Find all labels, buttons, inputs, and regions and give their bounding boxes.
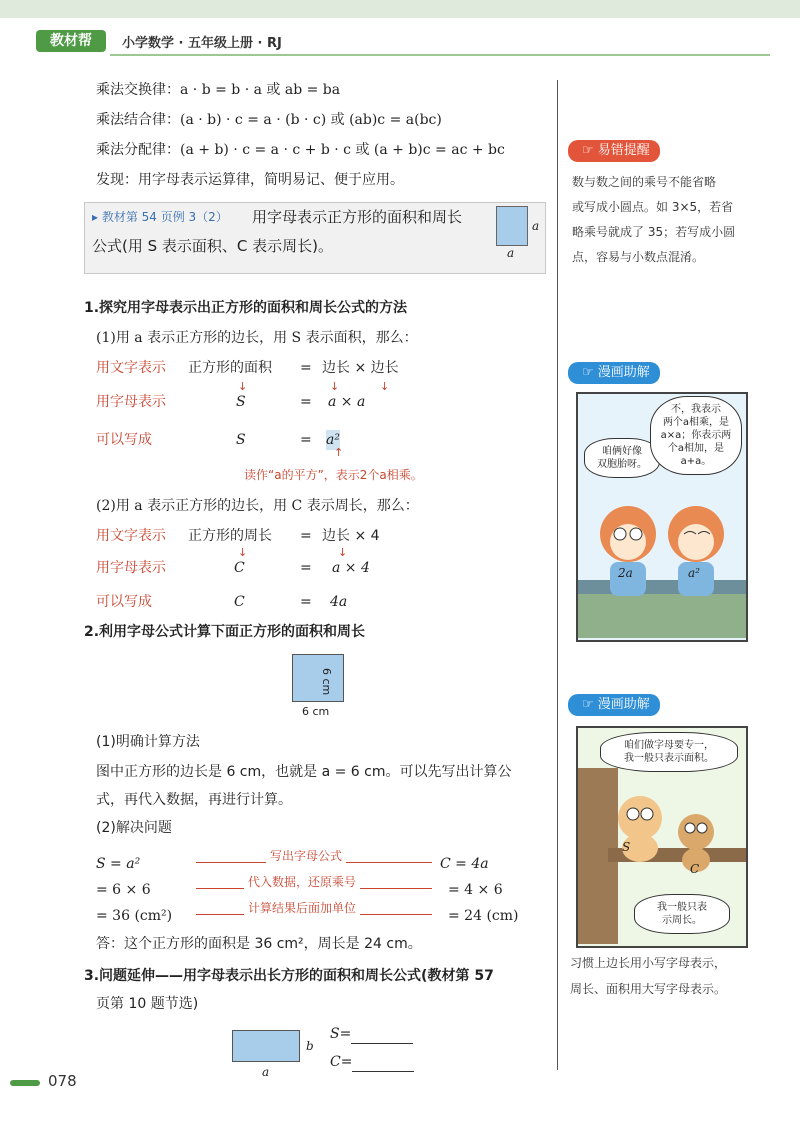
- example-line1: 用字母表示正方形的面积和周长: [252, 208, 463, 226]
- area-answer-line: [351, 1029, 413, 1044]
- comic1-shirt-left: 2a: [618, 566, 633, 580]
- rows2-words-rhs: 边长 × 4: [322, 528, 380, 544]
- tip-line: 数与数之间的乘号不能省略: [572, 175, 717, 189]
- arrow-down-icon: ↓: [238, 380, 248, 393]
- rows2-write-label: 可以写成: [96, 594, 152, 610]
- perimeter-answer-line: [352, 1057, 414, 1072]
- page-number: 078: [48, 1072, 77, 1090]
- example-square: [496, 206, 528, 246]
- column-divider: [557, 80, 558, 1070]
- bubble-line: 咱俩好像: [602, 446, 642, 457]
- tip-line: 略乘号就成了 35；若写成小圆: [572, 225, 736, 239]
- rows2-words-label: 用文字表示: [96, 528, 166, 544]
- calc-left-2: = 6 × 6: [96, 882, 151, 898]
- arrow-up-icon: ↑: [334, 446, 344, 459]
- comic1-panel: [576, 392, 748, 642]
- law-distributive: 乘法分配律：(a + b) · c = a · c + b · c 或 (a + b)c = ac + bc: [96, 142, 505, 158]
- comic2-label-text: 漫画助解: [597, 697, 650, 712]
- section3-title: 3.问题延伸——用字母表示出长方形的面积和周长公式(教材第 57: [84, 968, 494, 984]
- rows1-words-label: 用文字表示: [96, 360, 166, 376]
- rows2-letters-label: 用字母表示: [96, 560, 166, 576]
- rows2-write-lhs: C: [234, 594, 245, 610]
- comic1-bubble-left: [584, 438, 660, 478]
- calc-step-2: 代入数据，还原乘号: [244, 872, 360, 892]
- comic1-label-text: 漫画助解: [597, 365, 650, 380]
- section1-sub2: (2)用 a 表示正方形的边长，用 C 表示周长，那么：: [96, 498, 419, 514]
- section2-para1: 图中正方形的边长是 6 cm，也就是 a = 6 cm。可以先写出计算公: [96, 764, 512, 780]
- law-associative: 乘法结合律：(a · b) · c = a · (b · c) 或 (ab)c = a(bc): [96, 112, 442, 128]
- comic2-panel: [576, 726, 748, 948]
- rows1-words-rhs: 边长 × 边长: [322, 360, 399, 376]
- tip-line: 点，容易与小数点混淆。: [572, 250, 705, 264]
- note-line: 习惯上边长用小写字母表示，: [570, 956, 727, 970]
- tip-label-text: 易错提醒: [597, 143, 650, 158]
- note-line: 周长、面积用大写字母表示。: [570, 982, 727, 996]
- bubble-line: 双胞胎呀。: [597, 459, 647, 470]
- calc-left-1: S = a²: [96, 856, 141, 872]
- rect-label-a: a: [262, 1065, 270, 1079]
- rows2-letters-lhs: C: [234, 560, 245, 576]
- perimeter-label: C=: [330, 1054, 353, 1070]
- calc-left-3: = 36 (cm²): [96, 908, 173, 924]
- bubble-line: a×a；你表示两: [660, 430, 732, 441]
- comic2-label: [568, 694, 660, 716]
- rows2-letters-eq: =: [300, 560, 312, 576]
- rows1-write-eq: =: [300, 432, 312, 448]
- bubble-line: 我一般只表示面积。: [624, 753, 714, 764]
- section2-sub1: (1)明确计算方法: [96, 734, 200, 750]
- hand-pointer-icon: ☞: [582, 143, 598, 158]
- rows1-words-expr: 正方形的面积: [188, 360, 272, 376]
- section1-title: 1.探究用字母表示出正方形的面积和周长公式的方法: [84, 300, 408, 316]
- rows2-words-expr: 正方形的周长: [188, 528, 272, 544]
- rectangle-figure: [232, 1030, 300, 1062]
- rows1-write-lhs: S: [236, 432, 246, 448]
- bubble-line: 不，我表示: [671, 404, 721, 415]
- section2-sub2: (2)解决问题: [96, 820, 172, 836]
- area-formula-blank: [330, 1024, 413, 1044]
- rows2-letters-rhs: a × 4: [332, 560, 370, 576]
- brand-logo: 教材帮: [36, 30, 106, 52]
- law-commutative: 乘法交换律：a · b = b · a 或 ab = ba: [96, 82, 341, 98]
- comic2-bubble-top: [600, 732, 738, 772]
- rows1-letters-eq: =: [300, 394, 312, 410]
- section1-sub1: (1)用 a 表示正方形的边长，用 S 表示面积，那么：: [96, 330, 418, 346]
- arrow-down-icon: ↓: [330, 380, 340, 393]
- tip-label: [568, 140, 660, 162]
- area-label: S=: [330, 1026, 352, 1042]
- square-reading-note: 读作“a的平方”，表示2个a相乘。: [244, 468, 423, 482]
- comic2-bubble-bottom: [634, 894, 730, 934]
- example-line2: 公式(用 S 表示面积、C 表示周长)。: [92, 237, 334, 255]
- header-rule: [110, 54, 770, 56]
- section2-answer: 答：这个正方形的面积是 36 cm²，周长是 24 cm。: [96, 936, 422, 952]
- rows1-write-label: 可以写成: [96, 432, 152, 448]
- rows2-write-rhs: 4a: [330, 594, 348, 610]
- comic1-shirt-right: a²: [688, 566, 700, 580]
- rows1-letters-rhs: a × a: [328, 394, 366, 410]
- calc-right-3: = 24 (cm): [448, 908, 519, 924]
- example-bottom-a: a: [507, 246, 515, 260]
- example-tag: ▸ 教材第 54 页例 3（2）: [92, 210, 228, 224]
- rows1-write-rhs: a²: [326, 432, 340, 448]
- rows2-write-eq: =: [300, 594, 312, 610]
- perimeter-formula-blank: [330, 1052, 414, 1072]
- calc-right-1: C = 4a: [440, 856, 489, 872]
- section3-title2: 页第 10 题节选): [96, 996, 199, 1012]
- square-side-label: 6 cm: [320, 668, 333, 696]
- arrow-down-icon: ↓: [338, 546, 348, 559]
- calc-step-3: 计算结果后面加单位: [244, 898, 360, 918]
- comic1-label: [568, 362, 660, 384]
- bubble-line: a+a。: [680, 456, 712, 467]
- rows1-letters-label: 用字母表示: [96, 394, 166, 410]
- bubble-line: 个a相加，是: [667, 443, 725, 454]
- tip-text: [572, 170, 735, 270]
- section2-para2: 式，再代入数据，再进行计算。: [96, 792, 292, 808]
- law-finding: 发现：用字母表示运算律，简明易记、便于应用。: [96, 172, 404, 188]
- bubble-line: 我一般只表: [657, 902, 707, 913]
- bubble-line: 咱们做字母要专一，: [624, 740, 714, 751]
- square-bottom-label: 6 cm: [302, 705, 330, 718]
- squirrel-twins-illustration: [578, 484, 746, 638]
- rows2-words-eq: =: [300, 528, 312, 544]
- section2-title: 2.利用字母公式计算下面正方形的面积和周长: [84, 624, 366, 640]
- comic2-s: S: [622, 840, 631, 854]
- hand-pointer-icon: ☞: [582, 365, 598, 380]
- comic2-c: C: [690, 862, 700, 876]
- comic1-bubble-right: [650, 396, 742, 475]
- hand-pointer-icon: ☞: [582, 697, 598, 712]
- sidebar-note: [570, 950, 726, 1002]
- calc-right-2: = 4 × 6: [448, 882, 503, 898]
- rect-label-b: b: [306, 1039, 314, 1053]
- rows1-letters-lhs: S: [236, 394, 246, 410]
- bubble-line: 两个a相乘，是: [662, 417, 730, 428]
- bubble-line: 示周长。: [662, 915, 702, 926]
- arrow-down-icon: ↓: [238, 546, 248, 559]
- example-side-a: a: [532, 219, 540, 233]
- top-band: [0, 0, 800, 18]
- rows1-words-eq: =: [300, 360, 312, 376]
- book-title: 小学数学 · 五年级上册 · RJ: [122, 36, 282, 51]
- calc-step-1: 写出字母公式: [266, 846, 346, 866]
- page-bar: [10, 1080, 40, 1086]
- tip-line: 或写成小圆点。如 3×5，若省: [572, 200, 734, 214]
- arrow-down-icon: ↓: [380, 380, 390, 393]
